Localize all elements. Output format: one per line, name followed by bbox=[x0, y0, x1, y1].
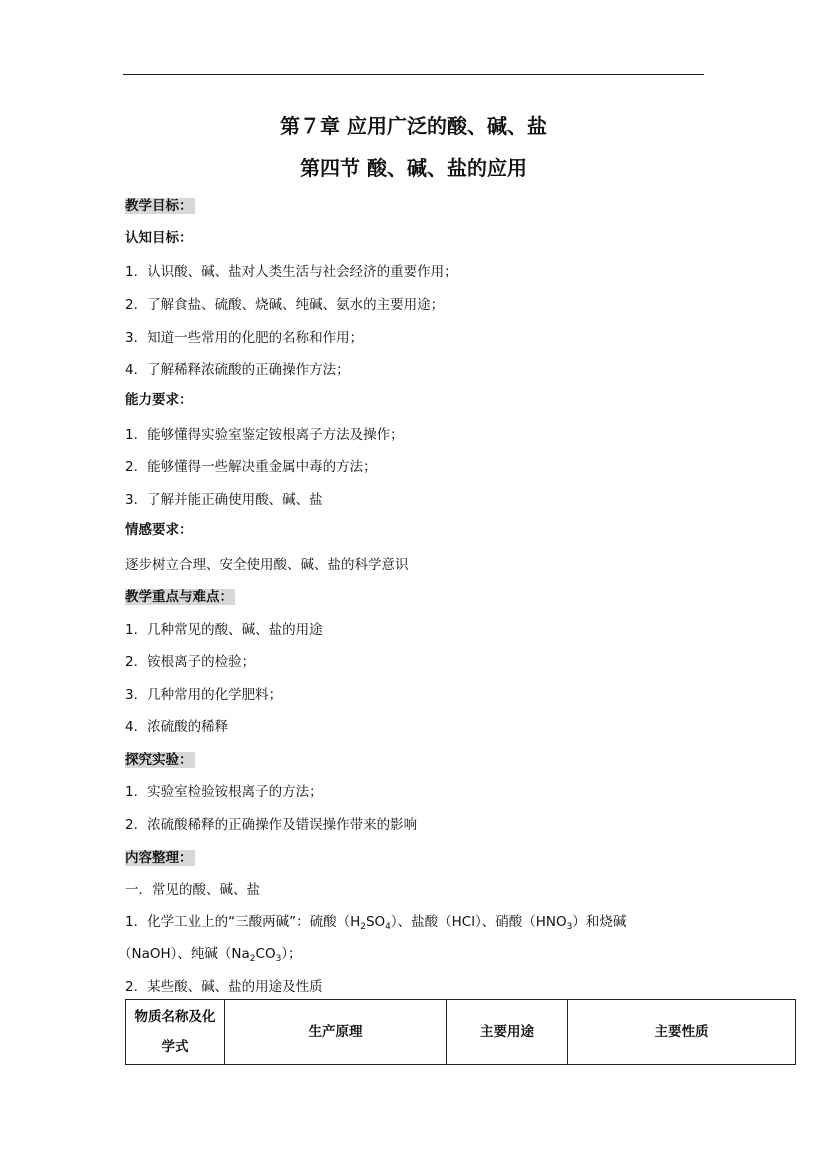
ability-goals-heading: 能力要求： bbox=[125, 392, 193, 408]
item-2-text: 2．某些酸、碱、盐的用途及性质 bbox=[125, 979, 323, 995]
content-heading: 内容整理： bbox=[125, 850, 193, 866]
list-item: 3．几种常用的化学肥料； bbox=[125, 687, 283, 703]
table-header-row bbox=[126, 1000, 796, 1065]
cognitive-goals-heading: 认知目标： bbox=[125, 230, 193, 246]
experiments-heading: 探究实验： bbox=[125, 752, 193, 768]
list-item: 4．浓硫酸的稀释 bbox=[125, 719, 229, 735]
key-points-heading: 教学重点与难点： bbox=[125, 589, 233, 605]
acids-bases-line-2: （NaOH）、纯碱$(Na_2CO_3)$； bbox=[118, 946, 302, 964]
list-item: 1．实验室检验铵根离子的方法； bbox=[125, 784, 323, 800]
teaching-goals-heading: 教学目标： bbox=[125, 198, 193, 214]
properties-table bbox=[125, 999, 796, 1065]
emotion-text: 逐步树立合理、安全使用酸、碱、盐的科学意识 bbox=[125, 557, 409, 573]
header-properties: 主要性质 bbox=[568, 1000, 796, 1065]
list-item: 3．了解并能正确使用酸、碱、盐 bbox=[125, 492, 323, 508]
chapter-title: 第７章 应用广泛的酸、碱、盐 bbox=[280, 114, 547, 138]
list-item: 2．了解食盐、硫酸、烧碱、纯碱、氨水的主要用途； bbox=[125, 297, 445, 313]
emotion-goals-heading: 情感要求： bbox=[125, 522, 193, 538]
list-item: 1．几种常见的酸、碱、盐的用途 bbox=[125, 622, 323, 638]
acids-bases-line-1: 1．化学工业上的“三酸两碱”：硫酸$(H_2SO_4)$、盐酸（HCl）、硝酸$(HNO_3)$和烧碱 bbox=[125, 914, 627, 932]
list-item: 2．浓硫酸稀释的正确操作及错误操作带来的影响 bbox=[125, 817, 418, 833]
header-rule bbox=[123, 74, 704, 75]
list-item: 3．知道一些常用的化肥的名称和作用； bbox=[125, 330, 364, 346]
header-production: 生产原理 bbox=[225, 1000, 447, 1065]
list-item: 2．铵根离子的检验； bbox=[125, 654, 256, 670]
list-item: 2．能够懂得一些解决重金属中毒的方法； bbox=[125, 459, 377, 475]
content-subheading: 一．常见的酸、碱、盐 bbox=[125, 882, 260, 898]
list-item: 4．了解稀释浓硫酸的正确操作方法； bbox=[125, 362, 350, 378]
list-item: 1．能够懂得实验室鉴定铵根离子方法及操作； bbox=[125, 427, 404, 443]
header-uses: 主要用途 bbox=[447, 1000, 568, 1065]
section-title: 第四节 酸、碱、盐的应用 bbox=[300, 156, 527, 180]
header-name-formula: 物质名称及化学式 bbox=[126, 1000, 225, 1065]
list-item: 1．认识酸、碱、盐对人类生活与社会经济的重要作用； bbox=[125, 264, 458, 280]
